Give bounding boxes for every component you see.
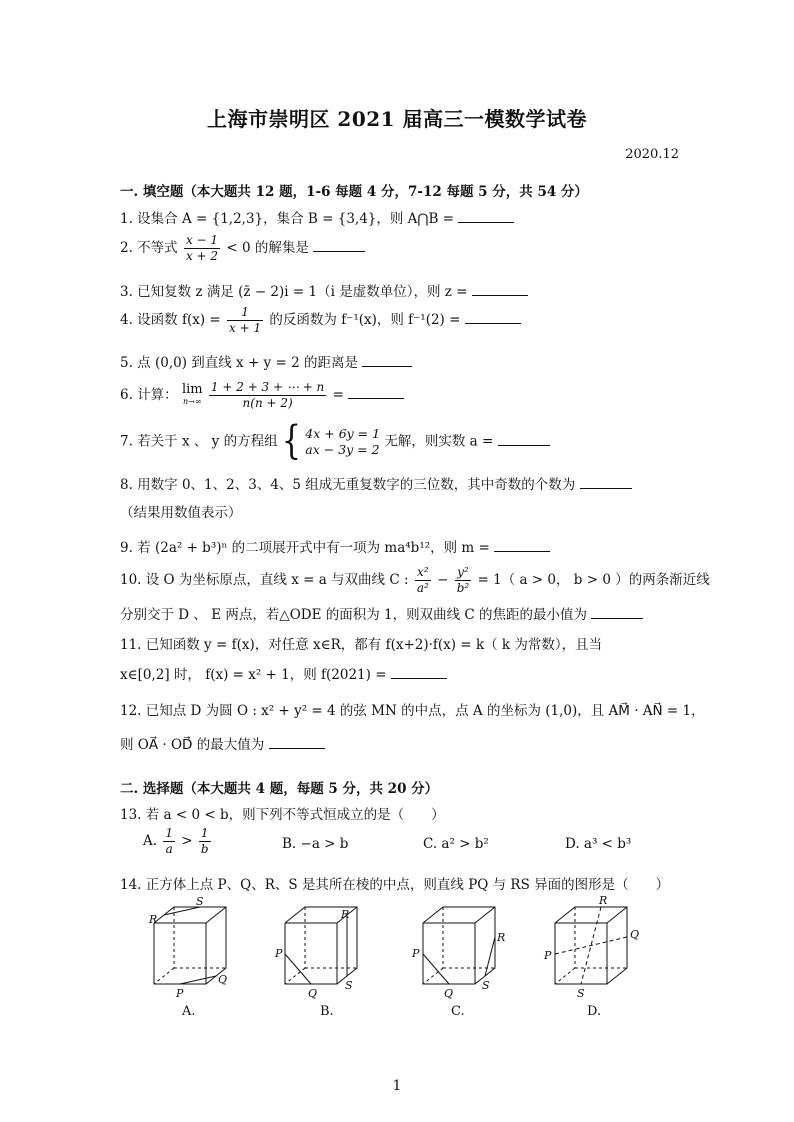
equation-1: 4x + 6y = 1 (305, 426, 381, 441)
question-10-text-b: = 1（ a > 0， b > 0 ）的两条渐近线 (477, 572, 710, 588)
label-q-a: Q (218, 973, 228, 986)
option-13-a-fraction-2 (199, 826, 211, 857)
fraction-numerator: 1 (199, 826, 211, 842)
fraction-denominator: b (200, 842, 209, 856)
limit-symbol: lim (181, 381, 203, 397)
option-13-c[interactable]: C. a² > b² (423, 836, 489, 852)
answer-blank-10[interactable] (591, 617, 643, 619)
fraction-numerator: 1 (165, 826, 173, 840)
question-2-text-b: < 0 的解集是 (226, 240, 309, 256)
label-p-b: P (275, 947, 283, 960)
question-6-limit (181, 381, 203, 408)
question-4-numerator: 1 (227, 305, 263, 321)
label-r-d: R (599, 894, 608, 907)
answer-blank-5[interactable] (362, 365, 412, 367)
answer-blank-7[interactable] (498, 444, 550, 446)
question-2-numerator: x − 1 (185, 233, 219, 247)
question-4-denominator: x + 1 (229, 321, 262, 335)
fraction-1-numerator: x² (415, 565, 431, 581)
question-2 (120, 233, 365, 264)
label-r-c: R (497, 931, 506, 944)
fraction-denominator: a (165, 842, 173, 856)
page-number: 1 (392, 1078, 402, 1094)
fraction-1-denominator: a² (416, 581, 429, 595)
section-fill-in-heading: 一. 填空题（本大题共 12 题，1-6 每题 4 分，7-12 每题 5 分，共 54 分） (120, 184, 588, 200)
question-1 (120, 207, 514, 227)
label-r-a: R (149, 913, 158, 926)
label-s-b: S (345, 979, 353, 992)
answer-blank-1[interactable] (458, 221, 514, 223)
question-14: 14. 正方体上点 P、Q、R、S 是其所在棱的中点，则直线 PQ 与 RS 异面的图形是（ ） (120, 877, 670, 893)
question-7 (120, 418, 550, 465)
question-10 (120, 565, 710, 596)
figure-caption-b[interactable]: B. (320, 1004, 334, 1019)
figure-caption-d[interactable]: D. (587, 1004, 602, 1019)
label-p-c: P (412, 947, 420, 960)
question-5 (120, 351, 412, 371)
answer-blank-3[interactable] (472, 294, 528, 296)
answer-blank-8[interactable] (580, 487, 632, 489)
option-13-d[interactable]: D. a³ < b³ (565, 836, 632, 852)
question-13: 13. 若 a < 0 < b，则下列不等式恒成立的是（ ） (120, 807, 445, 823)
answer-blank-6[interactable] (348, 397, 404, 399)
option-13-a-fraction-1 (163, 826, 175, 857)
exam-date: 2020.12 (625, 147, 679, 162)
equation-system (305, 426, 380, 458)
question-10-fraction-1 (415, 565, 431, 596)
figure-caption-a[interactable]: A. (182, 1004, 196, 1019)
answer-blank-2[interactable] (313, 250, 365, 252)
question-10-text-a: 10. 设 O 为坐标原点，直线 x = a 与双曲线 C : (120, 572, 409, 588)
question-6-text-a: 6. 计算： (120, 387, 178, 403)
answer-blank-11[interactable] (391, 677, 447, 679)
question-6-denominator: n(n + 2) (242, 396, 293, 410)
question-3-text: 3. 已知复数 z 满足 (z̄ − 2)i = 1（i 是虚数单位），则 z = (120, 284, 468, 300)
question-4-text-a: 4. 设函数 f(x) = (120, 312, 221, 328)
question-6-text-b: = (332, 387, 344, 403)
question-2-denominator: x + 2 (185, 249, 219, 263)
question-12-text-b: 则 OA⃗ · OD⃗ 的最大值为 (120, 737, 265, 753)
question-7-text-a: 7. 若关于 x 、 y 的方程组 (120, 433, 278, 450)
cube-figure-c (423, 907, 495, 984)
equation-2: ax − 3y = 2 (305, 442, 380, 457)
question-1-text-a: 1. 设集合 (120, 211, 178, 227)
question-8 (120, 473, 632, 493)
question-1-text-b: A = {1,2,3}，集合 B = {3,4}，则 A⋂B = (181, 211, 455, 227)
question-11-line-2 (120, 663, 447, 683)
option-13-b[interactable]: B. −a > b (282, 836, 349, 852)
question-8-note: （结果用数值表示） (120, 505, 242, 521)
question-6 (120, 380, 404, 411)
question-6-fraction (209, 380, 326, 411)
greater-than-sign: > (181, 833, 193, 849)
question-8-text: 8. 用数字 0、1、2、3、4、5 组成无重复数字的三位数，其中奇数的个数为 (120, 477, 576, 493)
question-9 (120, 536, 550, 556)
label-p-a: P (176, 987, 184, 1000)
label-s-c: S (482, 979, 490, 992)
cube-figure-d (555, 907, 627, 984)
label-s-a: S (196, 895, 204, 908)
question-5-text: 5. 点 (0,0) 到直线 x + y = 2 的距离是 (120, 355, 358, 371)
question-6-numerator: 1 + 2 + 3 + ⋯ + n (210, 380, 325, 394)
question-12-line-2 (120, 733, 325, 753)
question-11: 11. 已知函数 y = f(x)，对任意 x∈R，都有 f(x+2)·f(x) = k（ k 为常数），且当 (120, 637, 603, 653)
question-4-fraction (227, 305, 263, 336)
label-q-b: Q (308, 987, 318, 1000)
question-12: 12. 已知点 D 为圆 O : x² + y² = 4 的弦 MN 的中点，点 A 的坐标为 (1,0)，且 AM⃗ · AN⃗ = 1， (120, 703, 705, 719)
section-choice-heading: 二. 选择题（本大题共 4 题，每题 5 分，共 20 分） (120, 781, 439, 797)
question-10-fraction-2 (455, 565, 472, 596)
fraction-2-denominator: b² (456, 581, 470, 595)
label-p-d: P (544, 949, 552, 962)
minus-sign: − (437, 572, 449, 588)
page-title: 上海市崇明区 2021 届高三一模数学试卷 (206, 107, 588, 131)
label-q-c: Q (444, 987, 454, 1000)
question-10-text-c: 分别交于 D 、 E 两点，若△ODE 的面积为 1，则双曲线 C 的焦距的最小值为 (120, 607, 588, 623)
answer-blank-9[interactable] (494, 550, 550, 552)
answer-blank-4[interactable] (465, 322, 521, 324)
figure-caption-c[interactable]: C. (451, 1004, 465, 1019)
label-s-d: S (577, 987, 585, 1000)
answer-blank-12[interactable] (269, 747, 325, 749)
limit-subscript: n→∞ (183, 396, 202, 406)
question-2-text-a: 2. 不等式 (120, 240, 178, 256)
question-7-text-b: 无解，则实数 a = (384, 433, 494, 450)
question-4 (120, 305, 521, 336)
label-r-b: R (341, 908, 350, 921)
cube-figure-a (154, 907, 226, 984)
option-13-a-label: A. (143, 833, 158, 849)
system-brace: { (281, 418, 301, 465)
question-9-text: 9. 若 (2a² + b³)ⁿ 的二项展开式中有一项为 ma⁴b¹²，则 m = (120, 540, 490, 556)
label-q-d: Q (630, 928, 640, 941)
question-2-fraction (184, 233, 220, 264)
question-3 (120, 280, 528, 300)
question-11-text-b: x∈[0,2] 时， f(x) = x² + 1，则 f(2021) = (120, 667, 387, 683)
fraction-2-numerator: y² (455, 565, 472, 581)
question-10-line-2 (120, 603, 643, 623)
option-13-a[interactable] (143, 826, 213, 857)
question-4-text-b: 的反函数为 f⁻¹(x)，则 f⁻¹(2) = (269, 312, 461, 328)
